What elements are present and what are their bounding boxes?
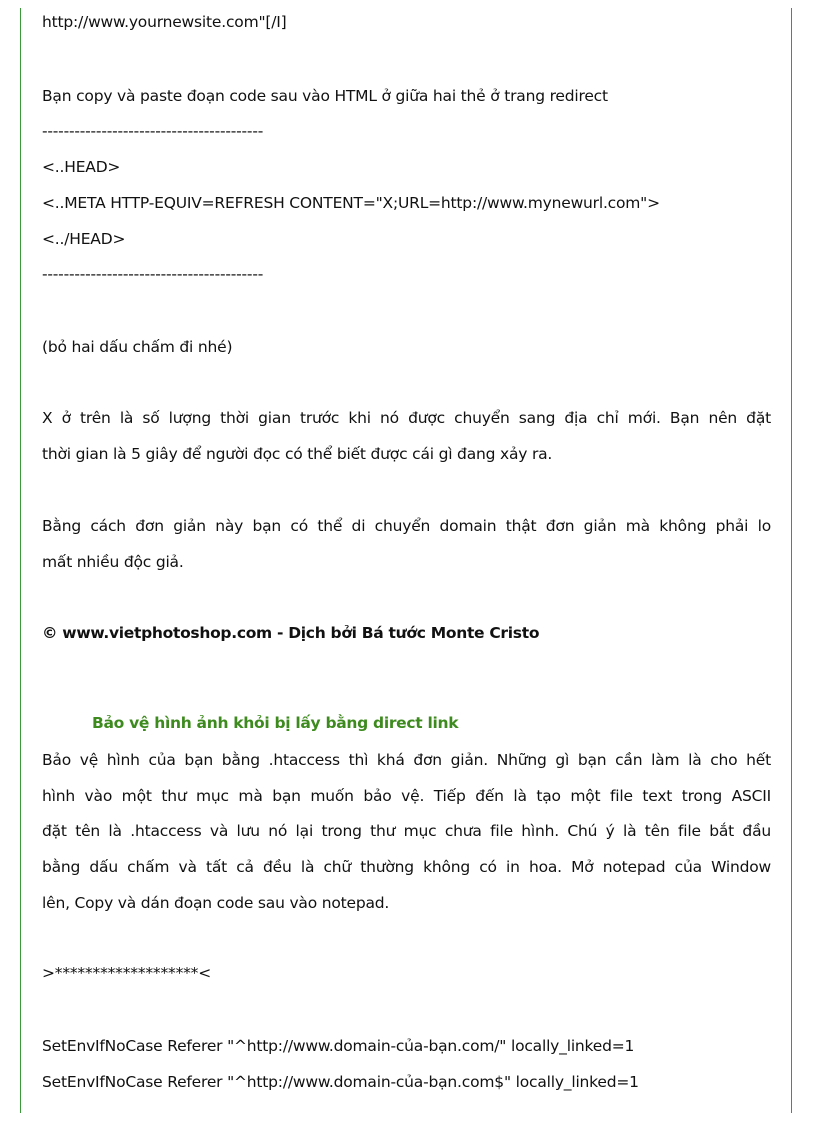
code-line: SetEnvIfNoCase Referer "^http://www.domain-của-bạn.com/" locally_linked=1 [42, 1037, 635, 1055]
separator-line: ----------------------------------------- [42, 122, 264, 140]
left-margin-rule [20, 8, 21, 1113]
paragraph-line: đặt tên là .htaccess và lưu nó lại trong thư mục chưa file hình. Chú ý là tên file bắt đầu [42, 822, 771, 840]
paragraph-line: Bảo vệ hình của bạn bằng .htaccess thì khá đơn giản. Những gì bạn cần làm là cho hết [42, 751, 771, 769]
copyright-line: © www.vietphotoshop.com - Dịch bởi Bá tước Monte Cristo [42, 624, 540, 642]
code-line: <..META HTTP-EQUIV=REFRESH CONTENT="X;URL=http://www.mynewurl.com"> [42, 194, 660, 212]
code-line: <../HEAD> [42, 230, 126, 248]
paragraph-line: mất nhiều độc giả. [42, 553, 184, 571]
code-delimiter-line: >*******************< [42, 964, 212, 982]
right-margin-rule [791, 8, 792, 1113]
paragraph-line: X ở trên là số lượng thời gian trước khi nó được chuyển sang địa chỉ mới. Bạn nên đặt [42, 409, 771, 427]
paragraph-line: lên, Copy và dán đoạn code sau vào notepad. [42, 894, 390, 912]
paragraph-line: bằng dấu chấm và tất cả đều là chữ thường không có in hoa. Mở notepad của Window [42, 858, 771, 876]
code-line: <..HEAD> [42, 158, 121, 176]
paragraph-line: thời gian là 5 giây để người đọc có thể biết được cái gì đang xảy ra. [42, 445, 553, 463]
note-line: (bỏ hai dấu chấm đi nhé) [42, 338, 233, 356]
section-heading: Bảo vệ hình ảnh khỏi bị lấy bằng direct link [92, 714, 459, 732]
instruction-line: Bạn copy và paste đoạn code sau vào HTML ở giữa hai thẻ ở trang redirect [42, 87, 608, 105]
separator-line: ----------------------------------------- [42, 265, 264, 283]
paragraph-line: Bằng cách đơn giản này bạn có thể di chuyển domain thật đơn giản mà không phải lo [42, 517, 771, 535]
paragraph-line: hình vào một thư mục mà bạn muốn bảo vệ. Tiếp đến là tạo một file text trong ASCII [42, 787, 771, 805]
code-line: SetEnvIfNoCase Referer "^http://www.domain-của-bạn.com$" locally_linked=1 [42, 1073, 639, 1091]
url-line: http://www.yournewsite.com"[/I] [42, 13, 287, 31]
